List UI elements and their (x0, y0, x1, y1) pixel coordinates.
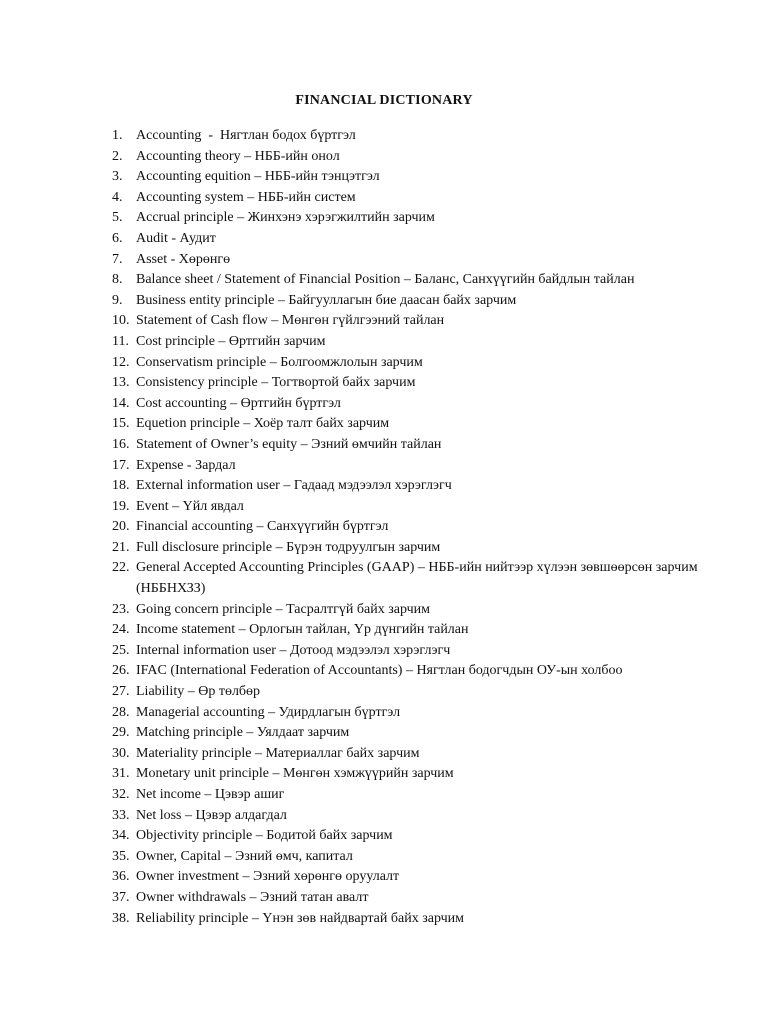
entry-text: Event – Үйл явдал (136, 498, 244, 514)
entry-text: Going concern principle – Тасралтгүй байх зарчим (136, 601, 430, 617)
glossary-entry (112, 394, 712, 415)
glossary-entry (112, 723, 712, 744)
entry-text: Managerial accounting – Удирдлагын бүртгэл (136, 704, 401, 720)
glossary-entry (112, 888, 712, 909)
entry-number: 18. (112, 478, 130, 494)
glossary-entry (112, 641, 712, 662)
glossary-entry (112, 785, 712, 806)
glossary-entry (112, 147, 712, 168)
entry-number: 15. (112, 416, 130, 432)
entry-text: Conservatism principle – Болгоомжлолын зарчим (136, 354, 423, 370)
entry-text: Income statement – Орлогын тайлан, Үр дүнгийн тайлан (136, 622, 469, 638)
entry-text: Asset - Хөрөнгө (136, 251, 231, 267)
entry-text: Internal information user – Дотоод мэдээлэл хэрэглэгч (136, 642, 451, 658)
entry-text: Matching principle – Уялдаат зарчим (136, 725, 350, 741)
entry-number: 29. (112, 725, 130, 741)
entry-number: 27. (112, 684, 130, 700)
entry-number: 24. (112, 622, 130, 638)
entry-text: Accounting equition – НББ-ийн тэнцэтгэл (136, 169, 380, 185)
entry-text: Owner investment – Эзний хөрөнгө оруулалт (136, 869, 400, 885)
glossary-entry (112, 291, 712, 312)
glossary-entry (112, 744, 712, 765)
entry-text: Reliability principle – Үнэн зөв найдвартай байх зарчим (136, 910, 464, 926)
glossary-entry (112, 538, 712, 559)
entry-text: Balance sheet / Statement of Financial Position – Баланс, Санхүүгийн байдлын тайлан (136, 272, 635, 288)
entry-text: Liability – Өр төлбөр (136, 684, 261, 700)
glossary-entry (112, 497, 712, 518)
glossary-entry (112, 311, 712, 332)
entry-number: 2. (112, 148, 123, 164)
entry-number: 38. (112, 910, 130, 926)
entry-number: 26. (112, 663, 130, 679)
entry-number: 22. (112, 560, 130, 576)
entry-text: Cost accounting – Өртгийн бүртгэл (136, 395, 341, 411)
entry-text: General Accepted Accounting Principles (GAAP) – НББ-ийн нийтээр хүлээн зөвшөөрсөн зарчим (НББНХЗЗ) (136, 560, 702, 597)
entry-text: Materiality principle – Материаллаг байх зарчим (136, 745, 420, 761)
entry-number: 14. (112, 395, 130, 411)
glossary-entry (112, 373, 712, 394)
glossary-entry (112, 703, 712, 724)
entry-text: Owner, Capital – Эзний өмч, капитал (136, 848, 353, 864)
entry-number: 37. (112, 889, 130, 905)
entry-text: Statement of Cash flow – Мөнгөн гүйлгээний тайлан (136, 313, 445, 329)
entry-number: 7. (112, 251, 123, 267)
glossary-entry (112, 270, 712, 291)
entry-number: 16. (112, 436, 130, 452)
entry-number: 8. (112, 272, 123, 288)
entry-number: 9. (112, 292, 123, 308)
entry-text: Consistency principle – Тогтвортой байх зарчим (136, 375, 416, 391)
entry-number: 3. (112, 169, 123, 185)
entry-text: Statement of Owner’s equity – Эзний өмчийн тайлан (136, 436, 442, 452)
glossary-entry (112, 456, 712, 477)
entry-text: Accounting system – НББ-ийн систем (136, 189, 356, 205)
glossary-entry (112, 682, 712, 703)
entry-number: 11. (112, 333, 129, 349)
glossary-entry (112, 620, 712, 641)
entry-text: Objectivity principle – Бодитой байх зарчим (136, 828, 393, 844)
entry-text: Accounting - Нягтлан бодох бүртгэл (136, 128, 356, 143)
entry-number: 28. (112, 704, 130, 720)
entry-text: Accrual principle – Жинхэнэ хэрэгжилтийн зарчим (136, 210, 435, 226)
entry-text: Monetary unit principle – Мөнгөн хэмжүүрийн зарчим (136, 766, 454, 782)
entry-number: 6. (112, 230, 123, 246)
glossary-entry (112, 167, 712, 188)
glossary-entry (112, 764, 712, 785)
entry-text: Accounting theory – НББ-ийн онол (136, 148, 340, 164)
entry-number: 35. (112, 848, 130, 864)
entry-number: 32. (112, 787, 130, 802)
glossary-entry (112, 229, 712, 250)
entry-number: 12. (112, 354, 130, 370)
entry-text: Financial accounting – Санхүүгийн бүртгэл (136, 519, 389, 535)
glossary-entry (112, 332, 712, 353)
glossary-entry (112, 414, 712, 435)
glossary-entry (112, 867, 712, 888)
entry-text: Full disclosure principle – Бүрэн тодруулгын зарчим (136, 539, 441, 555)
entry-text: Owner withdrawals – Эзний татан авалт (136, 889, 369, 905)
entry-number: 20. (112, 519, 130, 535)
glossary-entry (112, 558, 712, 599)
glossary-entry (112, 847, 712, 868)
glossary-entry (112, 208, 712, 229)
glossary-entry (112, 435, 712, 456)
glossary-entry (112, 826, 712, 847)
entry-number: 21. (112, 539, 130, 555)
entry-text: External information user – Гадаад мэдээлэл хэрэглэгч (136, 478, 452, 494)
entry-text: Business entity principle – Байгууллагын бие даасан байх зарчим (136, 292, 517, 308)
entry-number: 33. (112, 807, 130, 823)
entry-number: 5. (112, 210, 123, 226)
entry-number: 31. (112, 766, 130, 782)
glossary-entry (112, 126, 712, 147)
entry-text: IFAC (International Federation of Accountants) – Нягтлан бодогчдын ОУ-ын холбоо (136, 663, 623, 679)
glossary-entry (112, 250, 712, 271)
entry-text: Audit - Аудит (136, 230, 216, 246)
entry-number: 17. (112, 457, 130, 473)
glossary-entry (112, 600, 712, 621)
entry-number: 30. (112, 745, 130, 761)
entry-text: Cost principle – Өртгийн зарчим (136, 333, 326, 349)
document-title: FINANCIAL DICTIONARY (295, 93, 473, 108)
entry-number: 13. (112, 375, 130, 391)
glossary-entry (112, 353, 712, 374)
entry-number: 10. (112, 313, 130, 329)
entry-number: 36. (112, 869, 130, 885)
glossary-entry (112, 517, 712, 538)
entry-text: Net income – Цэвэр ашиг (136, 787, 285, 802)
entry-number: 1. (112, 128, 123, 143)
entry-text: Expense - Зардал (136, 457, 236, 473)
glossary-entry (112, 909, 712, 930)
entry-number: 19. (112, 498, 130, 514)
glossary-entry (112, 188, 712, 209)
glossary-entry (112, 661, 712, 682)
entry-text: Net loss – Цэвэр алдагдал (136, 807, 287, 823)
glossary-entry (112, 806, 712, 827)
glossary-list (112, 126, 712, 929)
glossary-entry (112, 476, 712, 497)
entry-number: 4. (112, 189, 123, 205)
entry-number: 34. (112, 828, 130, 844)
entry-number: 23. (112, 601, 130, 617)
entry-number: 25. (112, 642, 130, 658)
entry-text: Equetion principle – Хоёр талт байх зарчим (136, 416, 390, 432)
